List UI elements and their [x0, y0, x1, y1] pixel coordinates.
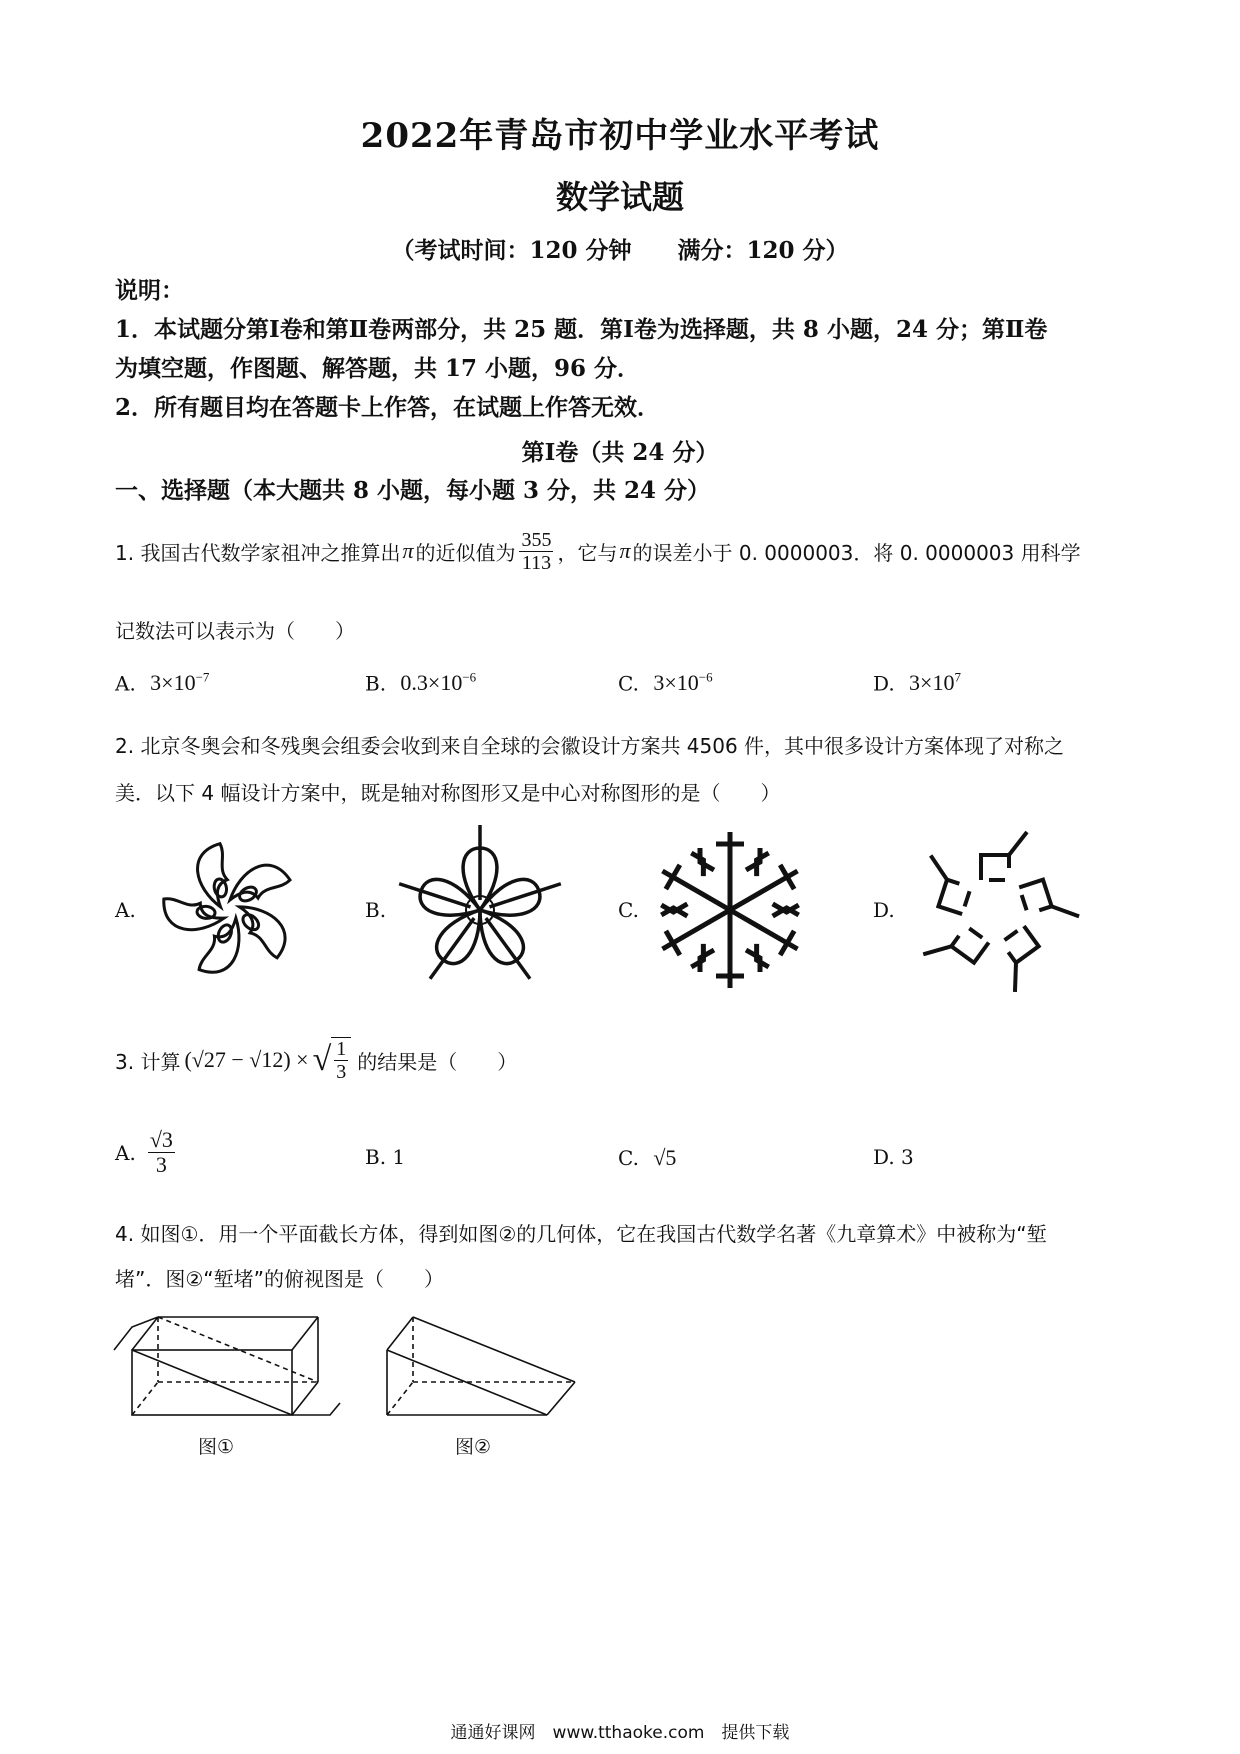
q1-option-d	[873, 670, 961, 696]
q4-line-2: 堵”．图②“堑堵”的俯视图是（ ）	[115, 1267, 445, 1291]
q2-line-1: 2. 北京冬奥会和冬残奥会组委会收到来自全球的会徽设计方案共 4506 件，其中很多设计方案体现了对称之	[115, 734, 1065, 758]
q1-frac-den: 113	[521, 551, 552, 574]
q2-option-b-label: B.	[365, 898, 387, 922]
q3-sqrt-sign: √	[312, 1041, 332, 1078]
instruction-item-1-line-1: 1．本试题分第Ⅰ卷和第Ⅱ卷两部分，共 25 题．第Ⅰ卷为选择题，共 8 小题，24 分；第Ⅱ卷	[115, 316, 1048, 343]
q4-figure-2-caption: 图②	[455, 1436, 492, 1458]
q3-opt-a-num: √3	[149, 1127, 173, 1152]
part-title: 第Ⅰ卷（共 24 分）	[521, 439, 719, 466]
q2-option-c-label: C.	[618, 898, 639, 922]
exam-subtitle: 数学试题	[555, 178, 684, 216]
swirl-petal	[230, 865, 290, 904]
instructions-label: 说明：	[115, 277, 184, 304]
q3-expression: (√27 − √12) ×	[184, 1047, 309, 1072]
q3-option-a	[115, 1128, 175, 1177]
q1-text-b: 的近似值为	[415, 540, 516, 565]
question-3	[115, 1025, 517, 1095]
q3-frac-den: 3	[336, 1061, 347, 1083]
q1-option-c	[618, 670, 713, 696]
q3-option-b: B. 1	[365, 1145, 406, 1169]
q2-option-a-label: A.	[115, 898, 136, 922]
q1-line-2: 记数法可以表示为（ ）	[115, 619, 355, 643]
option-label: C.	[618, 671, 639, 696]
q3-suffix: 的结果是（ ）	[357, 1049, 518, 1074]
q2-option-d-label: D.	[873, 898, 895, 922]
q1-option-d-value: $3\times 10^7$	[909, 670, 961, 696]
q1-option-a	[115, 670, 209, 696]
instruction-item-2: 2．所有题目均在答题卡上作答，在试题上作答无效．	[115, 394, 661, 421]
q1-fraction	[519, 529, 553, 574]
q3-prefix: 3. 计算	[115, 1049, 181, 1074]
question-1	[115, 520, 1081, 582]
exam-info: （考试时间：120 分钟 满分：120 分）	[391, 237, 849, 264]
q3-option-c-value: √5	[653, 1145, 677, 1170]
q3-frac-num: 1	[336, 1038, 347, 1060]
instruction-item-1-line-2: 为填空题，作图题、解答题，共 17 小题，96 分．	[115, 355, 641, 382]
q1-text-d: 的误差小于 0. 0000003．将 0. 0000003 用科学	[632, 540, 1081, 565]
q1-option-a-value: $3\times 10^{-7}$	[150, 670, 210, 696]
q1-frac-num: 355	[521, 528, 552, 551]
q4-figure-2	[375, 1305, 585, 1425]
option-label: C.	[618, 1146, 639, 1170]
section-heading: 一、选择题（本大题共 8 小题，每小题 3 分，共 24 分）	[115, 477, 711, 504]
q1-option-c-value: $3\times 10^{-6}$	[653, 670, 713, 696]
q2-figure-b	[395, 820, 565, 1000]
q4-figure-1-caption: 图①	[198, 1436, 235, 1458]
page-footer: 通通好课网 www.tthaoke.com 提供下载	[450, 1723, 790, 1743]
q1-option-b	[365, 670, 476, 696]
q1-text-c: ，它与	[557, 540, 618, 565]
exam-title: 2022年青岛市初中学业水平考试	[360, 116, 880, 156]
q2-figure-a	[150, 830, 310, 990]
option-label: D.	[873, 671, 895, 696]
q3-fraction	[331, 1037, 351, 1083]
option-label: A.	[115, 1140, 136, 1165]
q1-option-b-value: $0.3\times 10^{-6}$	[400, 670, 477, 696]
option-label: B.	[365, 671, 387, 696]
q1-pi-1: π	[402, 538, 414, 563]
q3-option-a-fraction	[148, 1128, 175, 1177]
q4-figure-1	[110, 1305, 340, 1425]
option-label: A.	[115, 671, 136, 696]
q4-line-1: 4. 如图①．用一个平面截长方体，得到如图②的几何体，它在我国古代数学名著《九章算术》中被称为“堑	[115, 1222, 1047, 1246]
q2-figure-d	[905, 820, 1085, 1000]
q2-figure-c	[645, 820, 815, 1000]
q3-opt-a-den: 3	[155, 1152, 167, 1178]
q3-option-c	[618, 1145, 676, 1171]
q1-text-a: 1. 我国古代数学家祖冲之推算出	[115, 540, 401, 565]
q3-option-d: D. 3	[873, 1145, 914, 1169]
q2-line-2: 美．以下 4 幅设计方案中，既是轴对称图形又是中心对称图形的是（ ）	[115, 781, 781, 805]
q1-pi-2: π	[619, 538, 631, 563]
